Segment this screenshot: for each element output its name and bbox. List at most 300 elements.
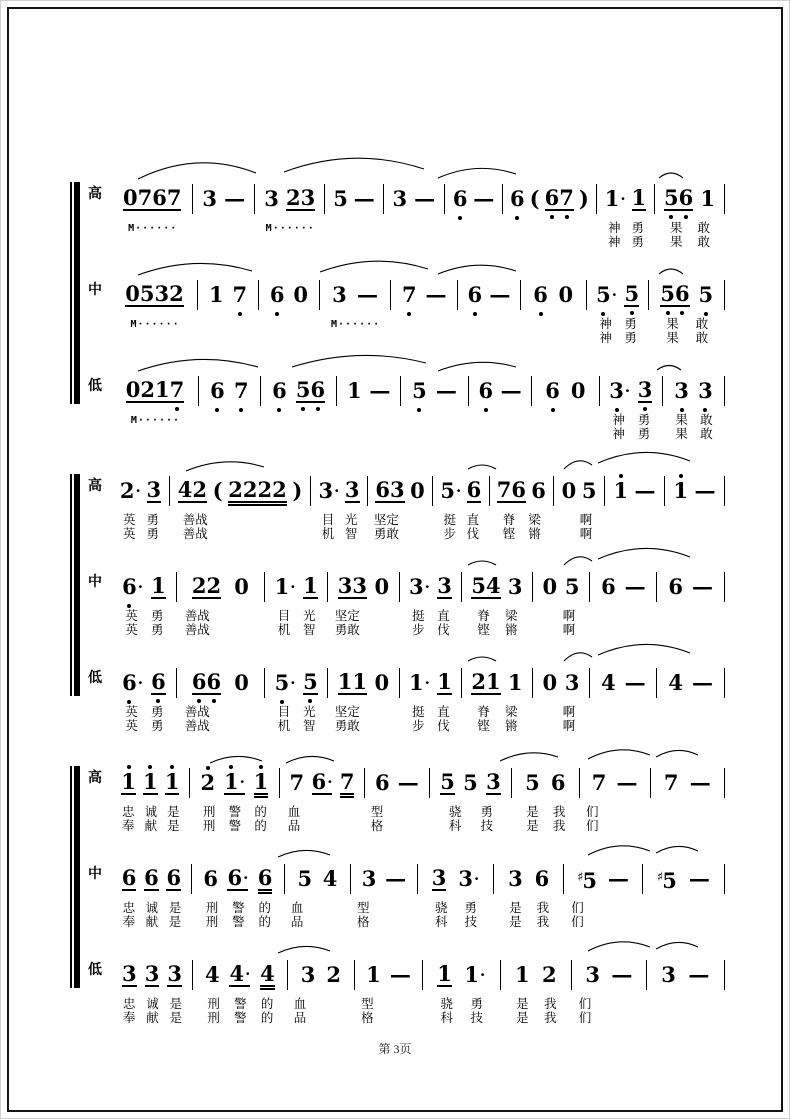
measure: [401, 362, 469, 458]
note: [409, 672, 430, 694]
dash-glyph: —: [694, 478, 716, 503]
note: [264, 188, 279, 210]
note: [508, 672, 523, 694]
measure: [311, 462, 368, 558]
measure: [445, 170, 503, 266]
lyric-syllable: 警: [232, 915, 245, 929]
digit-glyph: 6: [210, 378, 225, 403]
digit-glyph: ·: [479, 966, 486, 984]
digit-glyph: 2: [192, 477, 207, 502]
note: [473, 188, 494, 210]
note: [121, 771, 136, 795]
lyric-syllable: 神: [607, 235, 621, 249]
note: [661, 964, 676, 986]
note: [234, 672, 249, 694]
lyric-syllable: 科: [434, 915, 448, 929]
digit-glyph: 6: [545, 378, 560, 403]
note: [338, 575, 367, 599]
lyric-syllable: 献: [146, 1011, 159, 1025]
hum-annotation: M······: [130, 319, 180, 330]
lyric-syllable: 诚: [146, 997, 159, 1011]
note: [692, 576, 713, 598]
digit-glyph: 3: [264, 186, 279, 211]
lyrics-row: [657, 624, 725, 638]
notes-row: [261, 376, 338, 406]
note: [303, 671, 318, 695]
note: [497, 479, 526, 503]
note: [601, 672, 616, 694]
notes-row: [259, 280, 320, 310]
digit-glyph: 7: [137, 185, 153, 210]
digit-glyph: 2: [140, 377, 155, 402]
lyric-syllable: 脊: [502, 513, 516, 527]
lyrics-row: [112, 222, 193, 236]
measure: [112, 266, 198, 362]
lyric-syllable: 忠: [122, 901, 136, 915]
lyrics-row: [445, 222, 503, 236]
digit-glyph: 6: [601, 574, 616, 599]
notes-row: [423, 960, 501, 990]
digit-glyph: 7: [591, 770, 607, 795]
voice-label: 低: [88, 379, 102, 394]
digit-glyph: 2: [242, 477, 258, 502]
lyric-syllable: 啊: [579, 527, 593, 541]
note: [301, 964, 316, 986]
note: [437, 963, 452, 987]
digit-glyph: ): [578, 186, 589, 211]
lyrics-row: [501, 998, 572, 1012]
digit-glyph: 4: [204, 962, 220, 987]
measure: [643, 850, 725, 946]
digit-glyph: 1: [486, 669, 501, 694]
dash-glyph: —: [688, 962, 710, 987]
measure: [503, 170, 597, 266]
stave-row: [76, 946, 725, 1042]
note: [525, 772, 540, 794]
dash-glyph: —: [473, 186, 495, 211]
measure: [533, 558, 590, 654]
measure: [597, 170, 655, 266]
note: [674, 380, 689, 402]
lyrics-row: [494, 916, 564, 930]
measure: [600, 362, 664, 458]
sharp-icon: ♯: [577, 869, 584, 885]
lyric-syllable: 是: [509, 915, 522, 929]
note: [319, 480, 340, 502]
lyrics-row: [177, 610, 265, 624]
digit-glyph: 5: [596, 282, 611, 307]
measure: [170, 462, 311, 558]
lyric-syllable: 直: [437, 705, 450, 719]
lyric-syllable: 诚: [144, 805, 158, 819]
measure: [198, 266, 259, 362]
digit-glyph: 5: [463, 770, 478, 795]
lyrics-row: [391, 332, 458, 346]
lyrics-row: [351, 916, 418, 930]
measure: [564, 850, 643, 946]
lyric-syllable: 果: [675, 413, 688, 427]
lyrics-row: [401, 414, 469, 428]
note: [122, 576, 143, 598]
digit-glyph: 3: [585, 962, 601, 987]
digit-glyph: 0: [570, 378, 586, 403]
notes-row: [177, 572, 265, 602]
note: [412, 380, 427, 402]
note: [340, 771, 355, 795]
lyrics-row: [112, 916, 192, 930]
dash-glyph: —: [692, 574, 714, 599]
notes-row: [590, 572, 657, 602]
lyric-syllable: 型: [361, 997, 374, 1011]
lyric-syllable: 步: [412, 719, 425, 733]
lyric-syllable: 光: [303, 609, 316, 623]
note: [551, 772, 566, 794]
lyrics-row: [112, 1012, 193, 1026]
stave-row: [76, 170, 725, 266]
lyric-syllable: 脊: [477, 609, 490, 623]
lyric-syllable: 勇敢: [334, 719, 360, 733]
digit-glyph: 2: [200, 770, 216, 795]
digit-glyph: 1: [121, 769, 136, 794]
lyric-syllable: 是: [526, 805, 539, 819]
note: [347, 380, 362, 402]
notes-row: [512, 768, 580, 798]
lyric-syllable: 骁: [434, 901, 448, 915]
measure: [351, 850, 418, 946]
digit-glyph: 0: [293, 282, 308, 307]
lyric-syllable: 技: [464, 915, 478, 929]
digit-glyph: 5: [412, 378, 427, 403]
note: [486, 771, 501, 795]
digit-glyph: 0: [558, 282, 574, 307]
measure: [112, 946, 193, 1042]
lyrics-row: [503, 236, 597, 250]
lyric-syllable: 果: [670, 235, 683, 249]
lyrics-row: [193, 236, 255, 250]
lyric-syllable: 奉: [122, 1011, 136, 1025]
digit-glyph: 6: [452, 186, 468, 211]
note: [605, 188, 626, 210]
note: [664, 187, 693, 211]
lyrics-row: [564, 902, 643, 916]
digit-glyph: 1: [613, 478, 629, 503]
digit-glyph: 0: [561, 478, 577, 503]
digit-glyph: 1: [223, 769, 239, 794]
digit-glyph: 6: [375, 477, 391, 502]
note: [202, 188, 217, 210]
notes-row: [643, 864, 725, 894]
digit-glyph: 5: [471, 573, 487, 598]
digit-glyph: 6: [531, 478, 546, 503]
lyrics-row: [190, 806, 280, 820]
note: [145, 963, 160, 987]
lyrics-row: [311, 514, 368, 528]
digit-glyph: 3: [122, 961, 137, 986]
digit-glyph: 3: [144, 961, 160, 986]
lyric-syllable: 锵: [505, 719, 518, 733]
lyrics-row: [580, 820, 651, 834]
lyrics-row: [192, 902, 285, 916]
lyrics-row: [265, 706, 328, 720]
measure: [469, 362, 532, 458]
note: [562, 480, 577, 502]
dash-glyph: —: [389, 962, 411, 987]
lyric-syllable: 神: [599, 331, 612, 345]
note: [638, 379, 653, 403]
digit-glyph: 7: [339, 769, 355, 794]
note: [192, 671, 221, 695]
measure: [423, 946, 501, 1042]
measure: [665, 462, 725, 558]
dash-glyph: —: [634, 478, 656, 503]
lyric-syllable: 坚定: [373, 513, 399, 527]
measure: [190, 754, 280, 850]
lyric-syllable: 的: [254, 805, 267, 819]
notes-row: [368, 476, 433, 506]
note: [210, 380, 225, 402]
note: [227, 867, 248, 891]
digit-glyph: 6: [144, 865, 159, 890]
note: [326, 964, 341, 986]
stave-row: [76, 266, 725, 362]
system-bracket: [74, 182, 80, 404]
note: [531, 480, 546, 502]
note: [290, 772, 305, 794]
dash-glyph: —: [692, 670, 714, 695]
lyric-syllable: 格: [361, 1011, 374, 1025]
note: [668, 672, 683, 694]
lyrics-row: [665, 514, 725, 528]
lyric-syllable: 勇: [151, 623, 164, 637]
note: [151, 575, 166, 599]
note: [375, 772, 390, 794]
digit-glyph: ·: [620, 190, 626, 208]
lyric-syllable: 的: [260, 997, 274, 1011]
digit-glyph: 6: [678, 185, 694, 210]
lyric-syllable: 勇: [464, 901, 478, 915]
lyrics-row: [193, 1012, 288, 1026]
measures: [112, 946, 725, 1042]
note: [296, 379, 325, 403]
digit-glyph: 6: [152, 185, 167, 210]
digit-glyph: 1: [164, 769, 180, 794]
note: [205, 964, 220, 986]
note: [122, 867, 137, 891]
note: [369, 380, 390, 402]
note: [201, 772, 216, 794]
lyric-syllable: 警: [228, 819, 242, 833]
voice-label: 中: [88, 867, 102, 882]
note: [270, 284, 285, 306]
digit-glyph: 2: [228, 477, 243, 502]
measure: [112, 362, 199, 458]
digit-glyph: 1: [337, 669, 353, 694]
stave-row: [76, 558, 725, 654]
lyric-syllable: 伐: [466, 527, 480, 541]
lyrics-row: [255, 236, 325, 250]
lyrics-row: [400, 720, 463, 734]
digit-glyph: 6: [191, 669, 207, 694]
lyrics-row: [590, 624, 657, 638]
lyrics-row: [494, 902, 564, 916]
notes-row: [657, 668, 725, 698]
lyrics-row: [532, 414, 599, 428]
lyrics-row: [587, 332, 650, 346]
digit-glyph: 1: [507, 670, 523, 695]
measure: [458, 266, 520, 362]
dash-glyph: —: [489, 282, 511, 307]
lyrics-row: [462, 610, 533, 624]
digit-glyph: 0: [125, 377, 141, 402]
note: [543, 576, 558, 598]
lyrics-row: [112, 706, 177, 720]
lyrics-row: [337, 414, 401, 428]
lyrics-row: [192, 916, 285, 930]
note: [303, 575, 318, 599]
note: [657, 867, 677, 892]
measure: [400, 558, 463, 654]
lyrics-row: [285, 916, 351, 930]
measure: [533, 654, 590, 750]
digit-glyph: 3: [408, 574, 424, 599]
digit-glyph: 5: [333, 186, 348, 211]
lyric-syllable: 机: [277, 719, 291, 733]
lyric-syllable: 英: [125, 623, 138, 637]
note: [698, 380, 713, 402]
lyric-syllable: 血: [293, 997, 307, 1011]
lyric-syllable: 铿: [477, 719, 490, 733]
lyrics-row: [554, 528, 605, 542]
note: [632, 187, 647, 211]
note: [120, 480, 141, 502]
digit-glyph: 0: [374, 670, 390, 695]
lyrics-row: [665, 528, 725, 542]
lyric-syllable: 善战: [184, 705, 210, 719]
note: [635, 480, 656, 502]
digit-glyph: 6: [311, 769, 327, 794]
digit-glyph: 6: [269, 282, 285, 307]
lyric-syllable: 善战: [184, 623, 210, 637]
measure: [462, 558, 533, 654]
lyrics-row: [261, 414, 338, 428]
lyrics-row: [325, 222, 383, 236]
notes-row: [351, 864, 418, 894]
digit-glyph: 6: [544, 185, 560, 210]
digit-glyph: 7: [169, 377, 185, 402]
notes-row: [655, 184, 725, 214]
note: [143, 771, 158, 795]
notes-row: [325, 184, 383, 214]
digit-glyph: 3: [609, 378, 624, 403]
notes-row: [494, 864, 564, 894]
digit-glyph: 3: [508, 866, 523, 891]
lyric-syllable: 果: [670, 221, 683, 235]
note: [559, 284, 574, 306]
digit-glyph: ·: [473, 870, 480, 888]
lyric-syllable: 英: [125, 609, 138, 623]
note: [668, 576, 683, 598]
note: [402, 284, 417, 306]
lyric-syllable: 果: [666, 317, 679, 331]
lyric-syllable: 步: [443, 527, 457, 541]
lyric-syllable: 机: [321, 527, 335, 541]
notes-row: [391, 280, 458, 310]
lyrics-row: [112, 624, 177, 638]
lyric-syllable: 目: [277, 609, 291, 623]
lyric-syllable: 神: [612, 413, 625, 427]
note: [275, 576, 296, 598]
digit-glyph: ·: [424, 674, 430, 692]
note: [565, 672, 580, 694]
note: [440, 771, 455, 795]
measure: [192, 850, 285, 946]
notes-row: [177, 668, 265, 698]
digit-glyph: 6: [257, 865, 273, 890]
note: [579, 188, 589, 210]
digit-glyph: ·: [327, 773, 333, 791]
digit-glyph: 5: [440, 769, 455, 794]
stave-row: [76, 462, 725, 558]
lyric-syllable: 品: [287, 819, 301, 833]
lyric-syllable: 直: [437, 609, 450, 623]
digit-glyph: 3: [507, 574, 523, 599]
lyric-syllable: 奉: [122, 819, 135, 833]
note: [582, 480, 597, 502]
note: [437, 575, 452, 599]
lyrics-row: [643, 902, 725, 916]
notes-row: [462, 572, 533, 602]
note: [234, 380, 249, 402]
measure: [494, 850, 564, 946]
digit-glyph: ): [292, 478, 303, 503]
notes-row: [647, 960, 725, 990]
measure: [112, 654, 177, 750]
measure: [199, 362, 261, 458]
measure: [112, 462, 170, 558]
lyric-syllable: 敢: [695, 331, 709, 345]
lyrics-row: [280, 820, 365, 834]
note: [508, 868, 523, 890]
notes-row: [112, 864, 192, 894]
lyric-syllable: 勇: [146, 513, 160, 527]
digit-glyph: 7: [559, 185, 574, 210]
lyrics-row: [433, 528, 489, 542]
notes-row: [532, 376, 599, 406]
lyric-syllable: 铿: [502, 527, 516, 541]
lyric-syllable: 勇: [151, 719, 164, 733]
lyric-syllable: 敢: [700, 427, 713, 441]
notes-row: [501, 960, 572, 990]
measure: [280, 754, 365, 850]
lyrics-row: [430, 806, 512, 820]
note: [463, 772, 478, 794]
lyric-syllable: 刑: [207, 1011, 220, 1025]
measure: [430, 754, 512, 850]
digit-glyph: 3: [437, 573, 452, 598]
lyric-syllable: 血: [287, 805, 301, 819]
lyric-syllable: 们: [571, 915, 584, 929]
lyric-syllable: 科: [448, 819, 462, 833]
lyrics-row: [112, 720, 177, 734]
lyric-syllable: 献: [144, 819, 158, 833]
notes-row: [280, 768, 365, 798]
lyrics-row: [587, 318, 650, 332]
notes-row: [311, 476, 368, 506]
lyrics-row: [355, 1012, 423, 1026]
lyric-syllable: 敢: [700, 413, 713, 427]
lyric-syllable: 善战: [182, 513, 208, 527]
digit-glyph: 5: [581, 478, 597, 503]
